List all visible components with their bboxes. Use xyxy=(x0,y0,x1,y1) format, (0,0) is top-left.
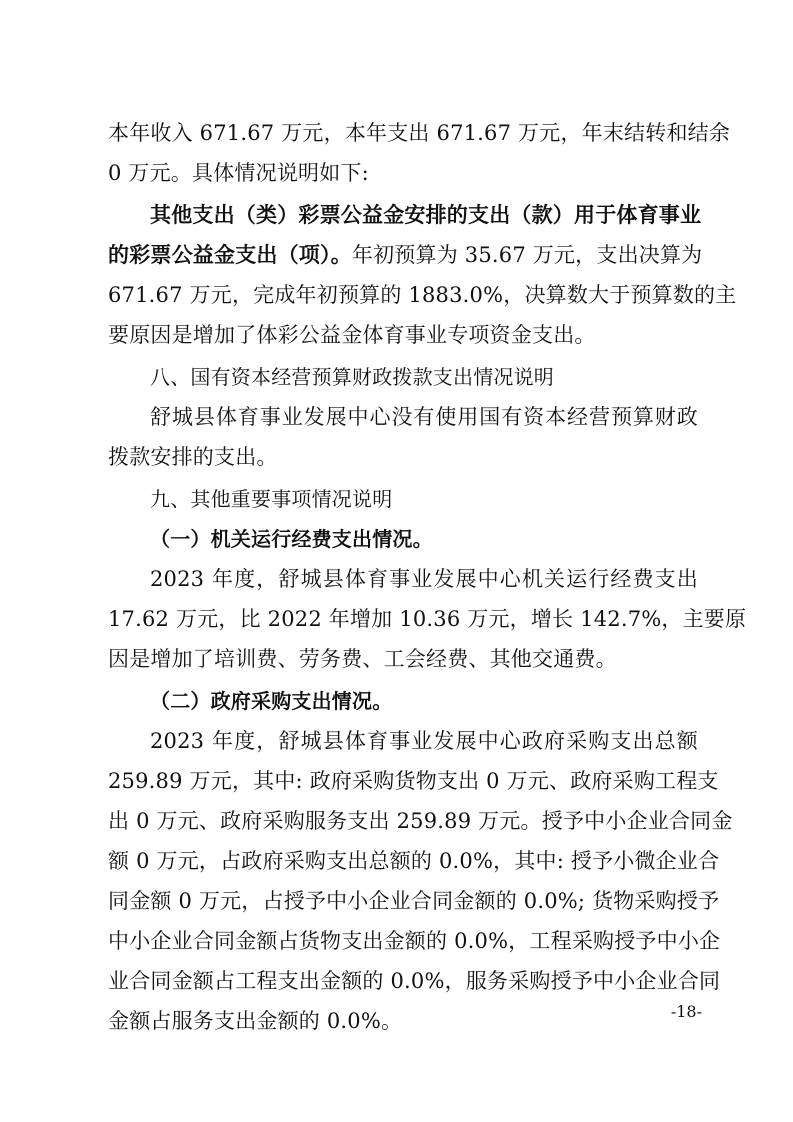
section-heading: 九、其他重要事项情况说明 xyxy=(150,487,393,511)
body-line: 2023 年度，舒城县体育事业发展中心政府采购支出总额 xyxy=(150,729,698,753)
subsection-heading: （二）政府采购支出情况。 xyxy=(150,689,393,713)
body-line: 舒城县体育事业发展中心没有使用国有资本经营预算财政 xyxy=(150,405,698,429)
body-line: 671.67 万元，完成年初预算的 1883.0%，决算数大于预算数的主 xyxy=(108,283,737,307)
section-heading: 八、国有资本经营预算财政拨款支出情况说明 xyxy=(150,365,554,389)
body-line: 要原因是增加了体彩公益金体育事业专项资金支出。 xyxy=(108,323,596,347)
section-item-title: 其他支出（类）彩票公益金安排的支出（款）用于体育事业 xyxy=(150,202,702,227)
body-line: 2023 年度，舒城县体育事业发展中心机关运行经费支出 xyxy=(150,567,698,591)
body-line-mixed xyxy=(108,240,703,270)
body-line: 本年收入 671.67 万元，本年支出 671.67 万元，年末结转和结余 xyxy=(108,121,731,145)
body-line: 259.89 万元，其中: 政府采购货物支出 0 万元、政府采购工程支 xyxy=(108,769,719,793)
body-line: 金额占服务支出金额的 0.0%。 xyxy=(108,1009,403,1033)
subsection-heading: （一）机关运行经费支出情况。 xyxy=(150,527,433,551)
body-line: 额 0 万元，占政府采购支出总额的 0.0%，其中: 授予小微企业合 xyxy=(108,849,720,873)
section-item-title-continued: 的彩票公益金支出（项）。 xyxy=(108,242,352,267)
body-line: 中小企业合同金额占货物支出金额的 0.0%，工程采购授予中小企 xyxy=(108,929,721,953)
body-line: 拨款安排的支出。 xyxy=(108,445,278,469)
body-line: 0 万元。具体情况说明如下: xyxy=(108,161,369,185)
body-line: 17.62 万元，比 2022 年增加 10.36 万元，增长 142.7%，主要原 xyxy=(108,607,747,631)
body-line: 因是增加了培训费、劳务费、工会经费、其他交通费。 xyxy=(108,647,617,671)
body-line: 业合同金额占工程支出金额的 0.0%，服务采购授予中小企业合同 xyxy=(108,969,721,993)
body-text: 年初预算为 35.67 万元，支出决算为 xyxy=(351,243,703,267)
body-line: 同金额 0 万元，占授予中小企业合同金额的 0.0%; 货物采购授予 xyxy=(108,889,720,913)
body-line: 出 0 万元、政府采购服务支出 259.89 万元。授予中小企业合同金 xyxy=(108,809,733,833)
page-number: -18- xyxy=(670,1002,702,1021)
